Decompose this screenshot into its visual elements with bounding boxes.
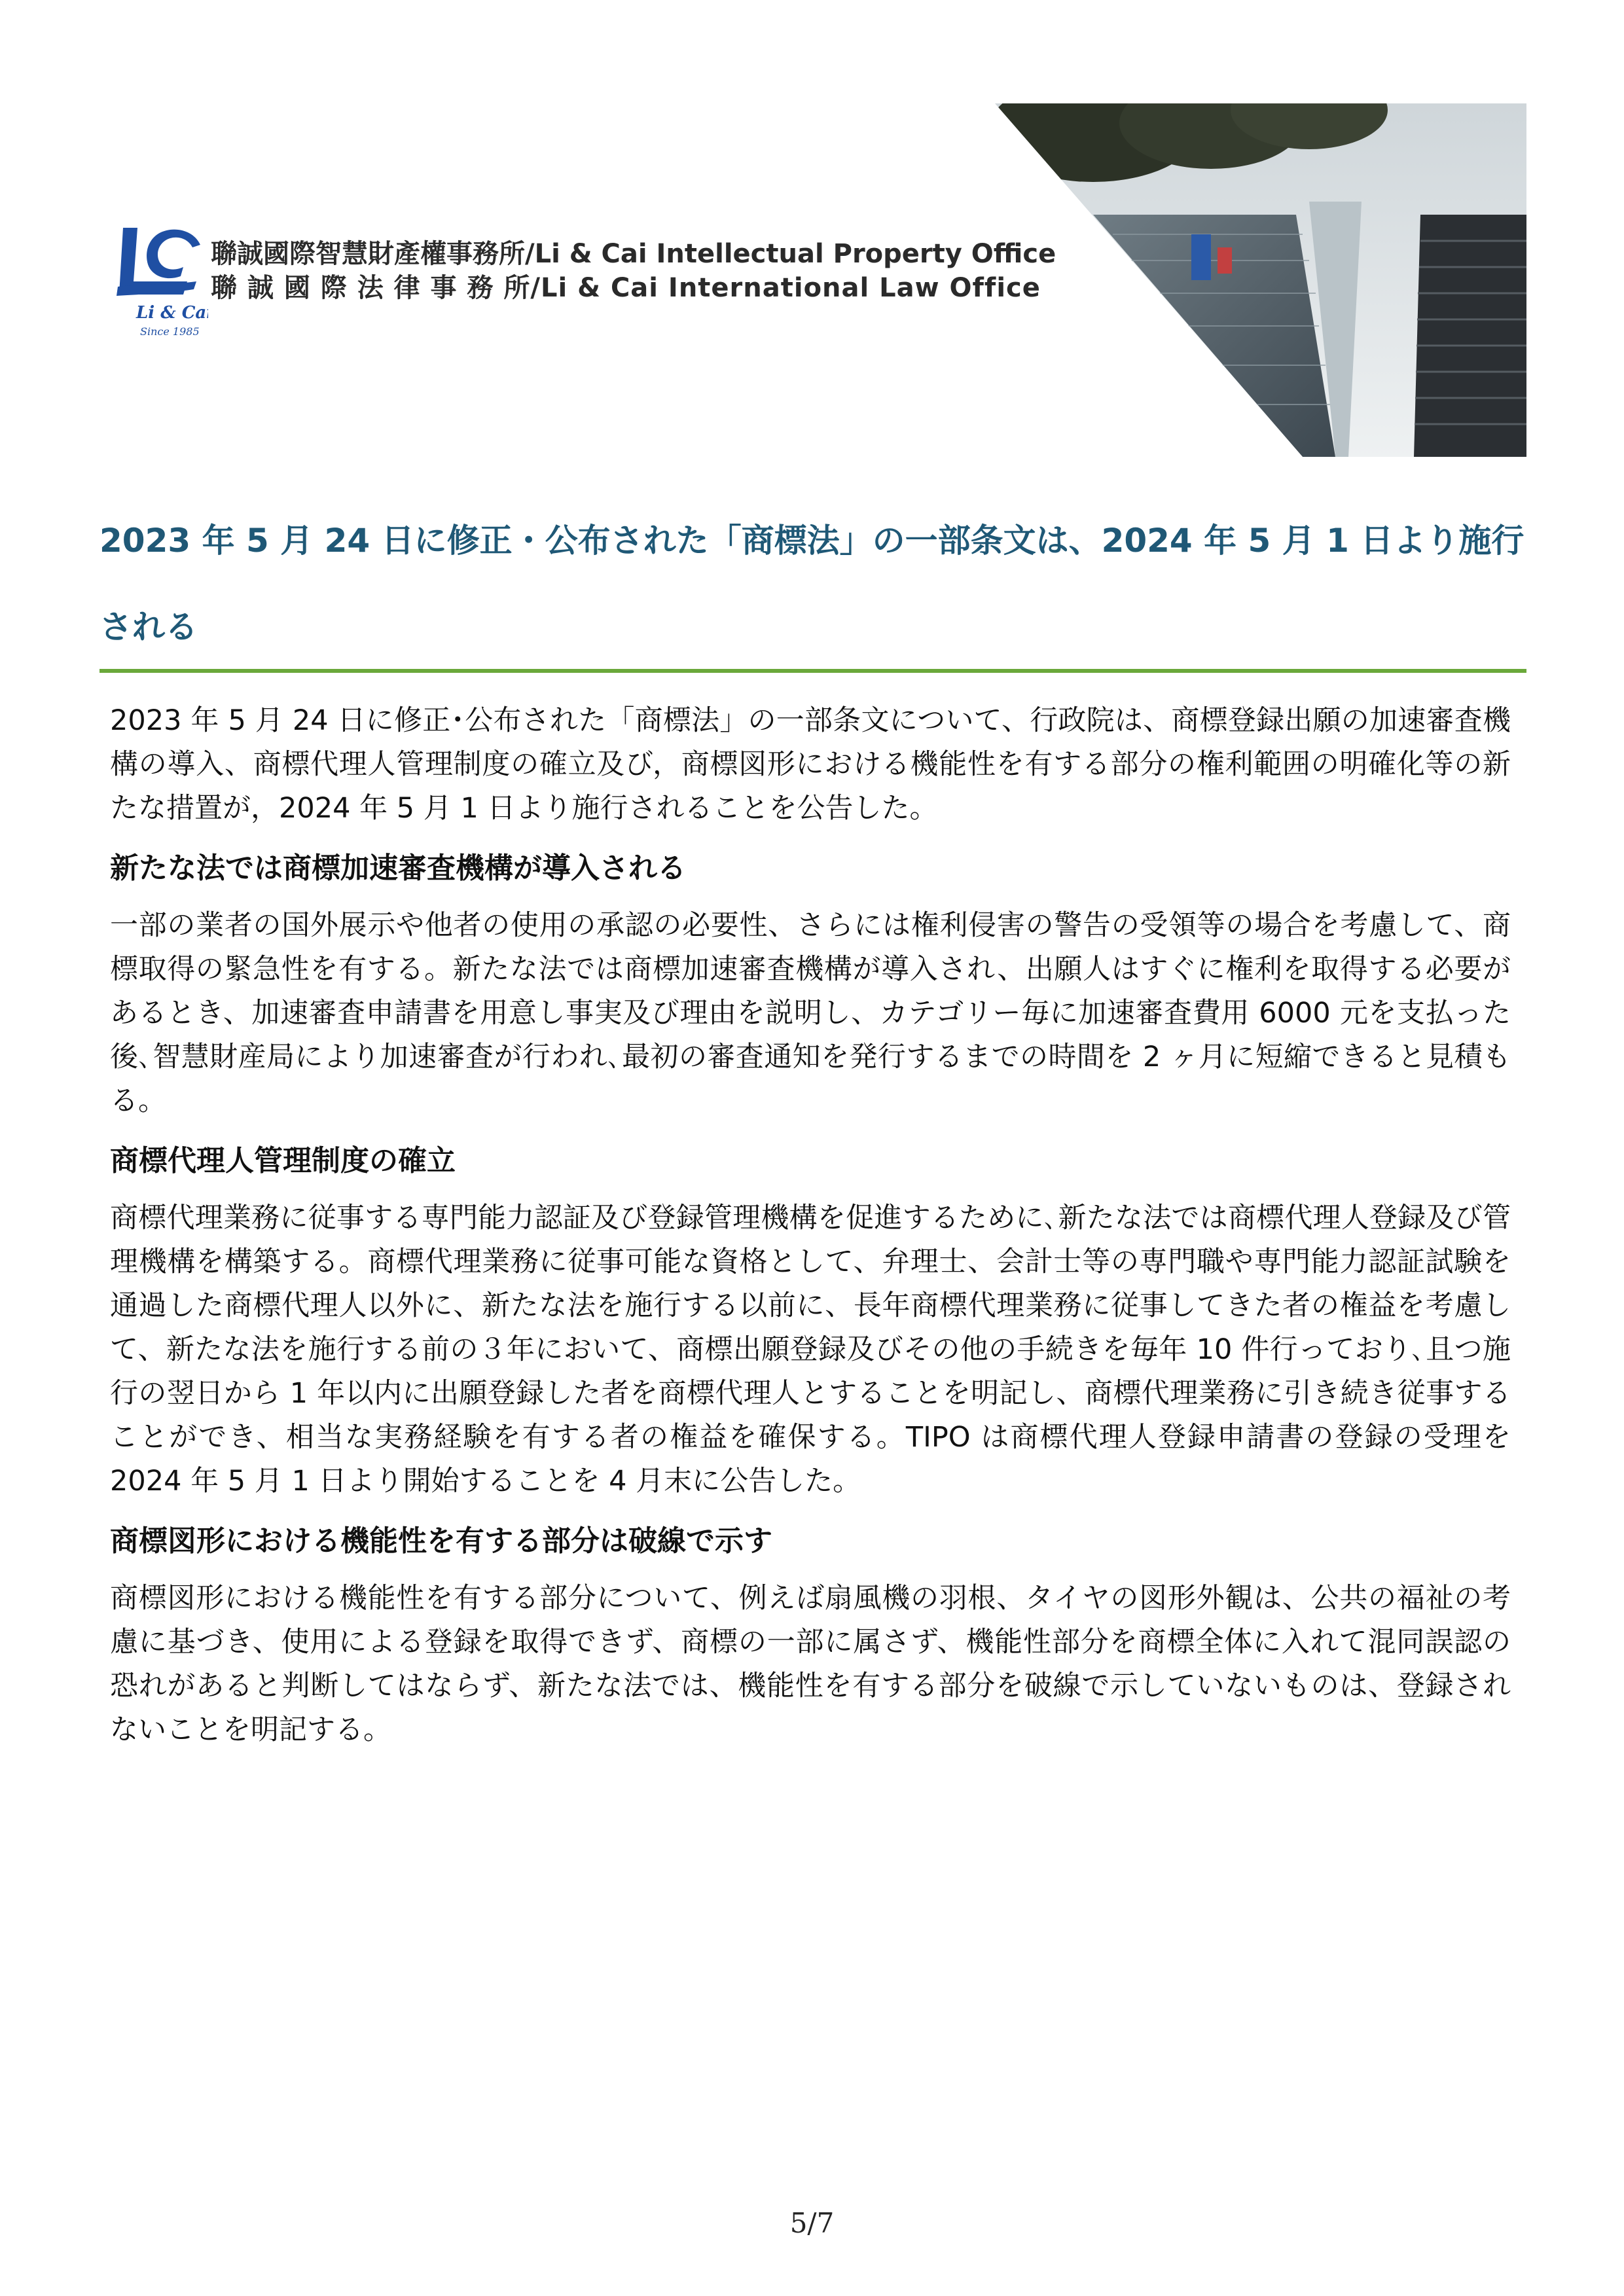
page-number: 5/7 [789, 2207, 835, 2239]
firm-names [211, 237, 1056, 305]
firm-name-law: 聯 誠 國 際 法 律 事 務 所/Li & Cai International Law Office [211, 273, 1041, 303]
section-heading-agent-management: 商標代理人管理制度の確立 [110, 1144, 456, 1177]
logo-since-text: Since 1985 [140, 325, 200, 338]
intro-paragraph: 2023 年 5 月 24 日に修正･公布された「商標法」の一部条文について、行政院は、商標登録出願の加速審査機構の導入、商標代理人管理制度の確立及び，商標図形における機能性を有する部分の権利範囲の明確化等の新たな措置が，2024 年 5 月 1 日より施行されることを公告した。 [110, 704, 1511, 825]
section-body-accelerated-examination: 一部の業者の国外展示や他者の使用の承認の必要性、さらには権利侵害の警告の受領等の場合を考慮して、商標取得の緊急性を有する。新たな法では商標加速審査機構が導入され、出願人はすぐに権利を取得する必要があるとき、加速審査申請書を用意し事実及び理由を説明し、カテゴリー毎に加速審査費用 6000 元を支払った後､智慧財産局により加速審査が行われ､最初の審査通知を発行するまでの時間を 2 ヶ月に短縮できると見積もる。 [110, 909, 1511, 1117]
logo-mark-text: Li & Cai [136, 303, 208, 323]
article-title: 2023 年 5 月 24 日に修正・公布された「商標法」の一部条文は、2024 年 5 月 1 日より施行される [99, 522, 1525, 646]
section-heading-functional-parts: 商標図形における機能性を有する部分は破線で示す [110, 1524, 772, 1558]
article-body [110, 699, 1511, 1767]
section-body-functional-parts: 商標図形における機能性を有する部分について、例えば扇風機の羽根、タイヤの図形外観は、公共の福祉の考慮に基づき、使用による登録を取得できず、商標の一部に属さず、機能性部分を商標全体に入れて混同誤認の恐れがあると判断してはならず、新たな法では、機能性を有する部分を破線で示していないものは、登録されないことを明記する。 [110, 1582, 1511, 1746]
section-body-agent-management: 商標代理業務に従事する専門能力認証及び登録管理機構を促進するために､新たな法では商標代理人登録及び管理機構を構築する。商標代理業務に従事可能な資格として、弁理士、会計士等の専門職や専門能力認証試験を通過した商標代理人以外に、新たな法を施行する以前に、長年商標代理業務に従事してきた者の権益を考慮して、新たな法を施行する前の３年において、商標出願登録及びその他の手続きを毎年 10 件行っており､且つ施行の翌日から 1 年以内に出願登録した者を商標代理人とすることを明記し、商標代理業務に引き続き従事することができ、相当な実務経験を有する者の権益を確保する。TIPO は商標代理人登録申請書の登録の受理を 2024 年 5 月 1 日より開始することを 4 月末に公告した。 [110, 1202, 1511, 1498]
skyscraper-image [995, 103, 1526, 457]
title-divider [99, 669, 1526, 673]
firm-logo [110, 221, 208, 346]
firm-name-ip: 聯誠國際智慧財產權事務所/Li & Cai Intellectual Property Office [211, 239, 1056, 269]
li-cai-logo-icon [110, 221, 208, 346]
header-building-photo [995, 103, 1526, 457]
section-heading-accelerated-examination: 新たな法では商標加速審査機構が導入される [110, 852, 686, 885]
